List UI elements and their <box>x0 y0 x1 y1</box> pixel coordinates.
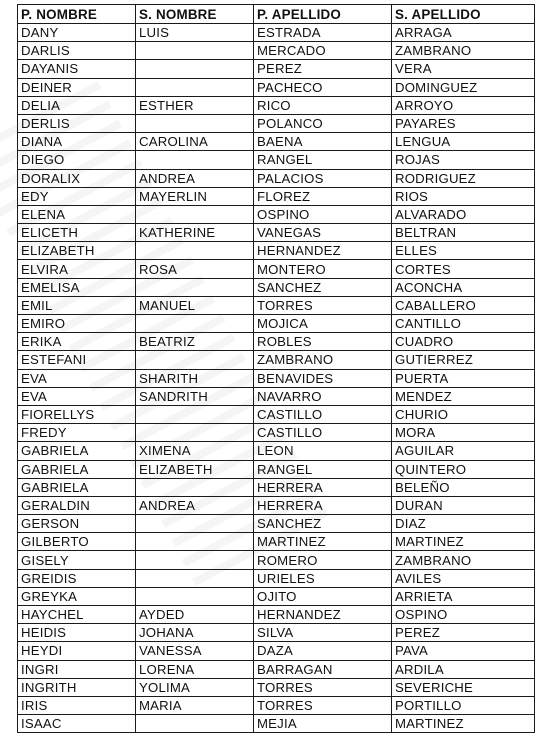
second-surname-cell: PEREZ <box>392 624 535 642</box>
second-surname-cell: ARRIETA <box>392 587 535 605</box>
first-name-cell: HAYCHEL <box>18 606 136 624</box>
first-surname-cell: VANEGAS <box>254 224 392 242</box>
names-table <box>17 4 535 733</box>
second-surname-cell: ZAMBRANO <box>392 551 535 569</box>
second-surname-cell: SEVERICHE <box>392 678 535 696</box>
first-surname-cell: HERRERA <box>254 496 392 514</box>
second-surname-cell: PAYARES <box>392 114 535 132</box>
second-name-cell <box>136 151 254 169</box>
table-row <box>18 660 535 678</box>
first-surname-cell: MOJICA <box>254 315 392 333</box>
first-name-cell: ISAAC <box>18 715 136 733</box>
second-name-cell <box>136 42 254 60</box>
first-surname-cell: LEON <box>254 442 392 460</box>
first-surname-cell: CASTILLO <box>254 424 392 442</box>
first-surname-cell: NAVARRO <box>254 387 392 405</box>
table-row <box>18 260 535 278</box>
table-row <box>18 296 535 314</box>
first-surname-cell: BAENA <box>254 133 392 151</box>
first-surname-cell: FLOREZ <box>254 187 392 205</box>
table-row <box>18 114 535 132</box>
first-surname-cell: OJITO <box>254 587 392 605</box>
table-row <box>18 24 535 42</box>
first-name-cell: IRIS <box>18 696 136 714</box>
first-name-cell: HEYDI <box>18 642 136 660</box>
second-name-cell: YOLIMA <box>136 678 254 696</box>
second-surname-cell: ZAMBRANO <box>392 42 535 60</box>
table-row <box>18 551 535 569</box>
table-row <box>18 205 535 223</box>
second-name-cell: MANUEL <box>136 296 254 314</box>
table-row <box>18 496 535 514</box>
first-name-cell: EMIL <box>18 296 136 314</box>
second-surname-cell: ARDILA <box>392 660 535 678</box>
first-surname-cell: PEREZ <box>254 60 392 78</box>
first-surname-cell: RICO <box>254 96 392 114</box>
first-name-cell: EMELISA <box>18 278 136 296</box>
first-surname-cell: RANGEL <box>254 460 392 478</box>
table-row <box>18 515 535 533</box>
table-row <box>18 678 535 696</box>
second-name-cell: JOHANA <box>136 624 254 642</box>
second-name-cell: ANDREA <box>136 496 254 514</box>
table-row <box>18 405 535 423</box>
first-name-cell: FIORELLYS <box>18 405 136 423</box>
first-name-cell: ERIKA <box>18 333 136 351</box>
first-name-cell: DERLIS <box>18 114 136 132</box>
second-name-cell <box>136 587 254 605</box>
second-surname-cell: OSPINO <box>392 606 535 624</box>
second-surname-cell: MORA <box>392 424 535 442</box>
first-name-cell: DORALIX <box>18 169 136 187</box>
second-surname-cell: RODRIGUEZ <box>392 169 535 187</box>
table-row <box>18 442 535 460</box>
second-surname-cell: ELLES <box>392 242 535 260</box>
second-surname-cell: BELTRAN <box>392 224 535 242</box>
first-name-cell: EDY <box>18 187 136 205</box>
second-name-cell <box>136 60 254 78</box>
second-name-cell <box>136 114 254 132</box>
second-surname-cell: MENDEZ <box>392 387 535 405</box>
table-row <box>18 333 535 351</box>
first-name-cell: ESTEFANI <box>18 351 136 369</box>
table-row <box>18 96 535 114</box>
second-name-cell: ANDREA <box>136 169 254 187</box>
first-name-cell: EVA <box>18 369 136 387</box>
table-row <box>18 424 535 442</box>
table-row <box>18 587 535 605</box>
table-row <box>18 460 535 478</box>
table-row <box>18 478 535 496</box>
second-surname-cell: ARROYO <box>392 96 535 114</box>
first-name-cell: GREYKA <box>18 587 136 605</box>
second-surname-cell: LENGUA <box>392 133 535 151</box>
first-name-cell: ELIZABETH <box>18 242 136 260</box>
first-surname-cell: SILVA <box>254 624 392 642</box>
first-surname-cell: ROMERO <box>254 551 392 569</box>
table-row <box>18 224 535 242</box>
second-name-cell: ROSA <box>136 260 254 278</box>
second-surname-cell: CORTES <box>392 260 535 278</box>
table-row <box>18 151 535 169</box>
second-name-cell <box>136 78 254 96</box>
first-name-cell: DANY <box>18 24 136 42</box>
table-row <box>18 387 535 405</box>
second-name-cell <box>136 715 254 733</box>
table-row <box>18 369 535 387</box>
second-surname-cell: DURAN <box>392 496 535 514</box>
second-name-cell <box>136 205 254 223</box>
first-surname-cell: POLANCO <box>254 114 392 132</box>
second-surname-cell: PAVA <box>392 642 535 660</box>
first-name-cell: DARLIS <box>18 42 136 60</box>
second-name-cell <box>136 242 254 260</box>
first-surname-cell: MEJIA <box>254 715 392 733</box>
first-surname-cell: MERCADO <box>254 42 392 60</box>
second-surname-cell: AVILES <box>392 569 535 587</box>
header-second-surname: S. APELLIDO <box>392 5 535 24</box>
first-name-cell: DAYANIS <box>18 60 136 78</box>
first-name-cell: GABRIELA <box>18 460 136 478</box>
first-surname-cell: ROBLES <box>254 333 392 351</box>
second-name-cell <box>136 533 254 551</box>
table-row <box>18 569 535 587</box>
first-name-cell: GERALDIN <box>18 496 136 514</box>
second-name-cell: ELIZABETH <box>136 460 254 478</box>
table-row <box>18 315 535 333</box>
second-name-cell: ESTHER <box>136 96 254 114</box>
second-name-cell: MAYERLIN <box>136 187 254 205</box>
second-surname-cell: CABALLERO <box>392 296 535 314</box>
second-name-cell: AYDED <box>136 606 254 624</box>
second-name-cell: KATHERINE <box>136 224 254 242</box>
header-second-name: S. NOMBRE <box>136 5 254 24</box>
second-name-cell <box>136 515 254 533</box>
first-name-cell: ELENA <box>18 205 136 223</box>
first-name-cell: GREIDIS <box>18 569 136 587</box>
first-surname-cell: PACHECO <box>254 78 392 96</box>
first-name-cell: GABRIELA <box>18 442 136 460</box>
second-surname-cell: CHURIO <box>392 405 535 423</box>
second-surname-cell: DOMINGUEZ <box>392 78 535 96</box>
first-surname-cell: HERNANDEZ <box>254 606 392 624</box>
table-row <box>18 533 535 551</box>
table-row <box>18 60 535 78</box>
second-name-cell: VANESSA <box>136 642 254 660</box>
first-name-cell: DIEGO <box>18 151 136 169</box>
table-row <box>18 351 535 369</box>
table-row <box>18 696 535 714</box>
second-name-cell: SANDRITH <box>136 387 254 405</box>
first-surname-cell: TORRES <box>254 696 392 714</box>
second-surname-cell: CANTILLO <box>392 315 535 333</box>
first-surname-cell: SANCHEZ <box>254 515 392 533</box>
name-list-sheet <box>17 4 535 733</box>
second-name-cell: SHARITH <box>136 369 254 387</box>
second-name-cell <box>136 424 254 442</box>
second-surname-cell: ARRAGA <box>392 24 535 42</box>
table-row <box>18 169 535 187</box>
first-name-cell: GERSON <box>18 515 136 533</box>
second-name-cell <box>136 569 254 587</box>
second-surname-cell: DIAZ <box>392 515 535 533</box>
first-name-cell: DEINER <box>18 78 136 96</box>
first-surname-cell: SANCHEZ <box>254 278 392 296</box>
header-first-name: P. NOMBRE <box>18 5 136 24</box>
table-row <box>18 187 535 205</box>
first-name-cell: GABRIELA <box>18 478 136 496</box>
table-row <box>18 642 535 660</box>
first-surname-cell: ZAMBRANO <box>254 351 392 369</box>
second-surname-cell: PUERTA <box>392 369 535 387</box>
table-row <box>18 42 535 60</box>
first-name-cell: INGRITH <box>18 678 136 696</box>
first-surname-cell: HERNANDEZ <box>254 242 392 260</box>
second-name-cell <box>136 278 254 296</box>
first-surname-cell: OSPINO <box>254 205 392 223</box>
second-name-cell <box>136 351 254 369</box>
second-surname-cell: MARTINEZ <box>392 533 535 551</box>
first-surname-cell: PALACIOS <box>254 169 392 187</box>
table-row <box>18 624 535 642</box>
first-name-cell: GILBERTO <box>18 533 136 551</box>
first-surname-cell: MONTERO <box>254 260 392 278</box>
first-surname-cell: MARTINEZ <box>254 533 392 551</box>
second-surname-cell: ROJAS <box>392 151 535 169</box>
table-row <box>18 78 535 96</box>
first-surname-cell: TORRES <box>254 678 392 696</box>
first-surname-cell: TORRES <box>254 296 392 314</box>
first-surname-cell: DAZA <box>254 642 392 660</box>
table-row <box>18 133 535 151</box>
table-row <box>18 606 535 624</box>
second-surname-cell: CUADRO <box>392 333 535 351</box>
first-name-cell: DIANA <box>18 133 136 151</box>
first-surname-cell: HERRERA <box>254 478 392 496</box>
first-surname-cell: ESTRADA <box>254 24 392 42</box>
first-surname-cell: CASTILLO <box>254 405 392 423</box>
second-name-cell: MARIA <box>136 696 254 714</box>
first-name-cell: EVA <box>18 387 136 405</box>
second-name-cell <box>136 478 254 496</box>
second-name-cell: LORENA <box>136 660 254 678</box>
table-row <box>18 242 535 260</box>
table-row <box>18 278 535 296</box>
second-surname-cell: ALVARADO <box>392 205 535 223</box>
first-surname-cell: BENAVIDES <box>254 369 392 387</box>
first-surname-cell: RANGEL <box>254 151 392 169</box>
first-name-cell: ELICETH <box>18 224 136 242</box>
first-surname-cell: URIELES <box>254 569 392 587</box>
second-surname-cell: BELEÑO <box>392 478 535 496</box>
table-row <box>18 715 535 733</box>
second-surname-cell: RIOS <box>392 187 535 205</box>
second-name-cell: CAROLINA <box>136 133 254 151</box>
second-surname-cell: AGUILAR <box>392 442 535 460</box>
header-first-surname: P. APELLIDO <box>254 5 392 24</box>
second-name-cell <box>136 405 254 423</box>
second-name-cell: XIMENA <box>136 442 254 460</box>
first-name-cell: HEIDIS <box>18 624 136 642</box>
first-name-cell: GISELY <box>18 551 136 569</box>
second-surname-cell: ACONCHA <box>392 278 535 296</box>
first-name-cell: INGRI <box>18 660 136 678</box>
first-name-cell: FREDY <box>18 424 136 442</box>
second-surname-cell: MARTINEZ <box>392 715 535 733</box>
second-name-cell: LUIS <box>136 24 254 42</box>
second-surname-cell: VERA <box>392 60 535 78</box>
first-surname-cell: BARRAGAN <box>254 660 392 678</box>
header-row <box>18 5 535 24</box>
names-table-body <box>18 24 535 733</box>
second-name-cell <box>136 551 254 569</box>
second-name-cell: BEATRIZ <box>136 333 254 351</box>
second-surname-cell: PORTILLO <box>392 696 535 714</box>
first-name-cell: ELVIRA <box>18 260 136 278</box>
first-name-cell: DELIA <box>18 96 136 114</box>
first-name-cell: EMIRO <box>18 315 136 333</box>
second-surname-cell: GUTIERREZ <box>392 351 535 369</box>
second-name-cell <box>136 315 254 333</box>
second-surname-cell: QUINTERO <box>392 460 535 478</box>
